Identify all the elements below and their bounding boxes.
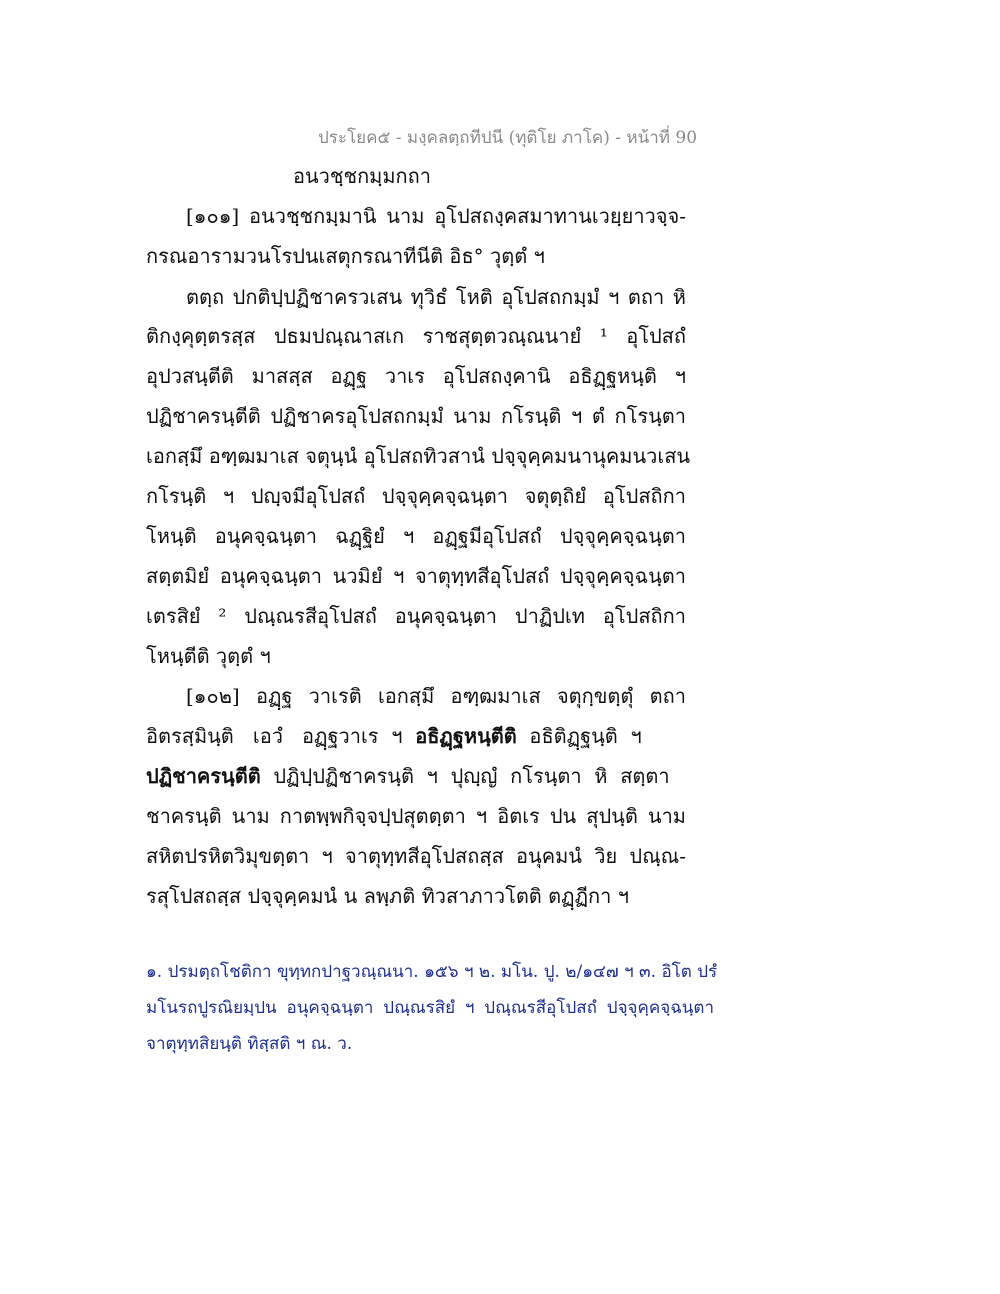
paragraph-102-line-2-text-a: อิตรสฺมินฺติ เอวํ อฏฺฐวาเร ฯ (146, 724, 416, 748)
bold-term-patijagaranti: ปฏิชาครนฺตีติ (146, 764, 261, 788)
paragraph-102-line-1: [๑๐๒] อฏฺฐ วาเรติ เอกสฺมึ อฑฺฒมาเส จตุกฺขตฺตุํ ตถา (186, 684, 686, 708)
paragraph-102-line-3 (146, 760, 670, 792)
running-header: ประโยค๕ - มงฺคลตฺถทีปนี (ทุติโย ภาโค) - หน้าที่ 90 (318, 128, 698, 148)
paragraph-101-line-2: กรณอารามวนโรปนเสตุกรณาทีนีติ อิธ° วุตฺตํ ฯ (146, 244, 545, 268)
paragraph-2-line-5: เอกสฺมึ อฑฺฒมาเส จตุนฺนํ อุโปสถทิวสานํ ปจฺจุคฺคมนานุคมนวเสน (146, 444, 691, 468)
footnote-line-1: ๑. ปรมตฺถโชติกา ขุทฺทกปาฐวณฺณนา. ๑๕๖ ฯ ๒. มโน. ปู. ๒/๑๔๗ ฯ ๓. อิโต ปรํ (146, 962, 718, 982)
bold-term-adhitthahanti: อธิฏฺฐหนฺตีติ (415, 724, 517, 748)
paragraph-2-line-8: สตฺตมิยํ อนุคจฺฉนฺตา นวมิยํ ฯ จาตุทฺทสีอุโปสถํ ปจฺจุคฺคจฺฉนฺตา (146, 564, 686, 588)
paragraph-102-line-2 (146, 720, 642, 752)
paragraph-102-line-6: รสุโปสถสฺส ปจฺจุคฺคมนํ น ลพฺภติ ทิวสาภาวโตติ ตฏฺฏีกา ฯ (146, 884, 629, 908)
paragraph-2-line-4: ปฏิชาครนฺตีติ ปฏิชาครอุโปสถกมฺมํ นาม กโรนฺติ ฯ ตํ กโรนฺตา (146, 404, 686, 428)
paragraph-2-line-7: โหนฺติ อนุคจฺฉนฺตา ฉฏฺฐิยํ ฯ อฏฺฐมีอุโปสถํ ปจฺจุคฺคจฺฉนฺตา (146, 524, 686, 548)
footnote-line-3: จาตุทฺทสิยนฺติ ทิสฺสติ ฯ ณ. ว. (146, 1034, 353, 1054)
paragraph-2-line-2: ติกงฺคุตฺตรสฺส ปธมปณฺณาสเก ราชสุตฺตวณฺณนายํ ¹ อุโปสถํ (146, 324, 686, 348)
footnote-line-2: มโนรถปูรณิยมฺปน อนุคจฺฉนฺตา ปณฺณรสิยํ ฯ ปณฺณรสีอุโปสถํ ปจฺจุคฺคจฺฉนฺตา (146, 998, 714, 1018)
paragraph-2-line-9: เตรสิยํ ² ปณฺณรสีอุโปสถํ อนุคจฺฉนฺตา ปาฏิปเท อุโปสถิกา (146, 604, 686, 628)
paragraph-102-line-2-text-b: อธิติฏฺฐนฺติ ฯ (516, 724, 642, 748)
paragraph-2-line-3: อุปวสนฺตีติ มาสสฺส อฏฺฐ วาเร อุโปสถงฺคานิ อธิฏฺฐหนฺติ ฯ (146, 364, 686, 388)
section-title: อนวชฺชกมฺมกถา (293, 164, 431, 188)
paragraph-2-line-1: ตตฺถ ปกติปฺปฏิชาครวเสน ทุวิธํ โหติ อุโปสถกมฺมํ ฯ ตถา หิ (186, 285, 686, 309)
paragraph-102-line-5: สหิตปรหิตวิมุขตฺตา ฯ จาตุทฺทสีอุโปสถสฺส อนุคมนํ วิย ปณฺณ- (146, 844, 686, 868)
paragraph-102-line-3-text: ปฏิปฺปฏิชาครนฺติ ฯ ปุญฺญํ กโรนฺตา หิ สตฺตา (260, 764, 670, 788)
paragraph-2-line-10: โหนฺตีติ วุตฺตํ ฯ (146, 644, 271, 668)
paragraph-102-line-4: ชาครนฺติ นาม กาตพฺพกิจฺจปฺปสุตตฺตา ฯ อิตเร ปน สุปนฺติ นาม (146, 804, 686, 828)
paragraph-2-line-6: กโรนฺติ ฯ ปญฺจมีอุโปสถํ ปจฺจุคฺคจฺฉนฺตา จตุตฺถิยํ อุโปสถิกา (146, 484, 686, 508)
paragraph-101-line-1: [๑๐๑] อนวชฺชกมฺมานิ นาม อุโปสถงฺคสมาทานเวยฺยาวจฺจ- (186, 204, 686, 228)
